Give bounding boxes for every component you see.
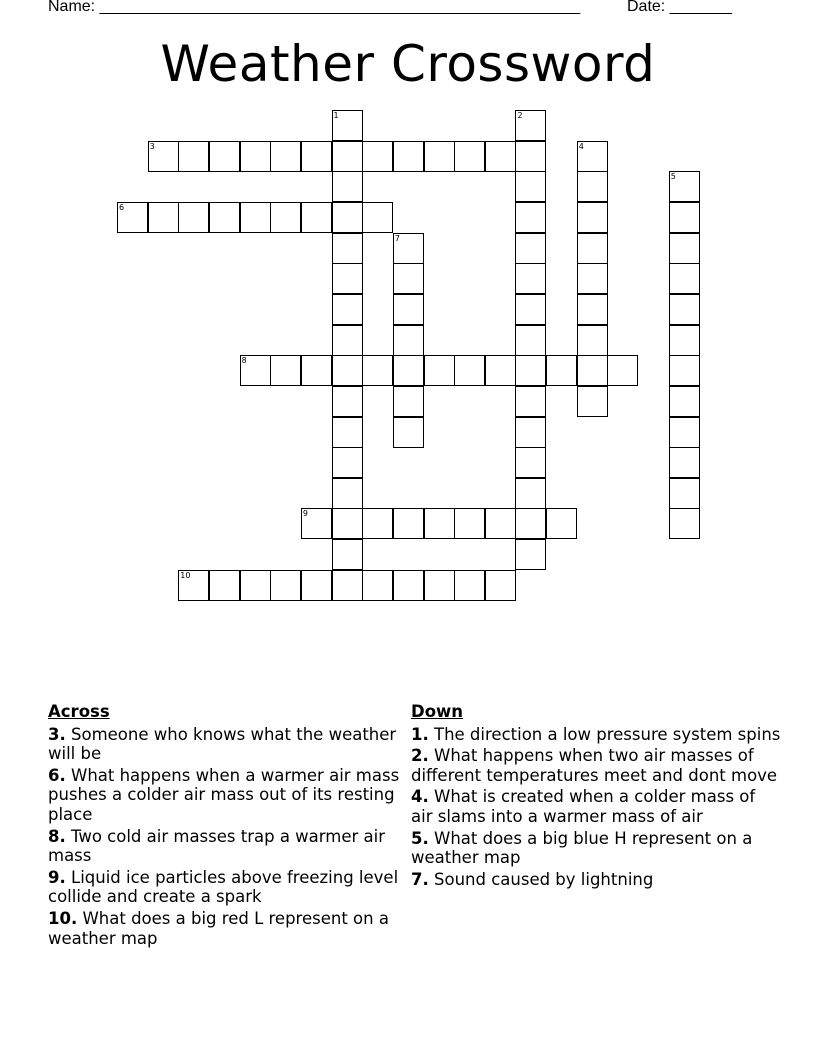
cell-number: 9 xyxy=(302,509,308,519)
grid-cell[interactable] xyxy=(270,355,301,386)
grid-cell[interactable] xyxy=(393,570,424,601)
grid-cell[interactable] xyxy=(393,325,424,356)
grid-cell[interactable] xyxy=(577,233,608,264)
down-clue xyxy=(411,829,781,868)
clue-number: 4. xyxy=(411,787,429,807)
grid-cell[interactable] xyxy=(515,110,546,141)
grid-cell[interactable] xyxy=(515,263,546,294)
grid-cell[interactable] xyxy=(148,202,179,233)
across-clues xyxy=(48,702,408,950)
grid-cell[interactable] xyxy=(332,263,363,294)
grid-cell[interactable] xyxy=(485,570,516,601)
grid-cell[interactable] xyxy=(669,508,700,539)
clue-text: Someone who knows what the weather will be xyxy=(48,724,397,764)
cell-number: 3 xyxy=(149,141,155,151)
grid-cell[interactable] xyxy=(546,355,577,386)
grid-cell[interactable] xyxy=(301,570,332,601)
grid-cell[interactable] xyxy=(393,263,424,294)
clue-text: What happens when two air masses of different temperatures meet and dont move xyxy=(411,746,778,785)
grid-cell[interactable] xyxy=(485,355,516,386)
grid-cell[interactable] xyxy=(393,294,424,325)
clue-text: Liquid ice particles above freezing level collide and create a spark xyxy=(48,867,399,907)
grid-cell[interactable] xyxy=(515,233,546,264)
down-clue xyxy=(411,746,781,785)
grid-cell[interactable] xyxy=(332,417,363,448)
grid-cell[interactable] xyxy=(424,508,455,539)
grid-cell[interactable] xyxy=(270,141,301,172)
clue-text: Sound caused by lightning xyxy=(434,869,654,889)
grid-cell[interactable] xyxy=(332,171,363,202)
clue-number: 10. xyxy=(48,908,78,928)
grid-cell[interactable] xyxy=(515,141,546,172)
clue-text: What happens when a warmer air mass pushes a colder air mass out of its resting place xyxy=(48,765,400,824)
grid-cell[interactable] xyxy=(393,386,424,417)
grid-cell[interactable] xyxy=(332,447,363,478)
cell-number: 4 xyxy=(578,141,584,151)
clue-number: 3. xyxy=(48,724,66,744)
clue-text: The direction a low pressure system spins xyxy=(434,724,781,744)
clue-number: 8. xyxy=(48,826,66,846)
grid-cell[interactable] xyxy=(178,141,209,172)
grid-cell[interactable] xyxy=(577,263,608,294)
grid-cell[interactable] xyxy=(393,141,424,172)
cell-number: 2 xyxy=(517,111,523,120)
grid-cell[interactable] xyxy=(577,294,608,325)
across-clue xyxy=(48,725,408,764)
grid-cell[interactable] xyxy=(577,141,608,172)
grid-cell[interactable] xyxy=(515,355,546,386)
grid-cell[interactable] xyxy=(301,141,332,172)
grid-cell[interactable] xyxy=(209,202,240,233)
grid-cell[interactable] xyxy=(178,570,209,601)
grid-cell[interactable] xyxy=(454,355,485,386)
grid-cell[interactable] xyxy=(362,508,393,539)
grid-cell[interactable] xyxy=(515,508,546,539)
grid-cell[interactable] xyxy=(148,141,179,172)
grid-cell[interactable] xyxy=(209,141,240,172)
grid-cell[interactable] xyxy=(270,202,301,233)
grid-cell[interactable] xyxy=(454,508,485,539)
clue-number: 2. xyxy=(411,746,429,766)
grid-cell[interactable] xyxy=(332,294,363,325)
grid-cell[interactable] xyxy=(393,417,424,448)
grid-cell[interactable] xyxy=(393,508,424,539)
grid-cell[interactable] xyxy=(424,141,455,172)
grid-cell[interactable] xyxy=(178,202,209,233)
grid-cell[interactable] xyxy=(669,447,700,478)
grid-cell[interactable] xyxy=(332,110,363,141)
down-clue xyxy=(411,870,781,890)
grid-cell[interactable] xyxy=(577,202,608,233)
grid-cell[interactable] xyxy=(393,355,424,386)
across-clue xyxy=(48,868,408,907)
grid-cell[interactable] xyxy=(669,233,700,264)
grid-cell[interactable] xyxy=(332,325,363,356)
grid-cell[interactable] xyxy=(270,570,301,601)
grid-cell[interactable] xyxy=(240,355,271,386)
grid-cell[interactable] xyxy=(332,141,363,172)
grid-cell[interactable] xyxy=(332,539,363,570)
grid-cell[interactable] xyxy=(515,171,546,202)
cell-number: 8 xyxy=(241,356,247,366)
grid-cell[interactable] xyxy=(669,417,700,448)
grid-cell[interactable] xyxy=(669,386,700,417)
grid-cell[interactable] xyxy=(362,355,393,386)
cell-number: 6 xyxy=(119,202,125,212)
grid-cell[interactable] xyxy=(546,508,577,539)
grid-cell[interactable] xyxy=(209,570,240,601)
grid-cell[interactable] xyxy=(515,202,546,233)
grid-cell[interactable] xyxy=(332,233,363,264)
grid-cell[interactable] xyxy=(362,570,393,601)
grid-cell[interactable] xyxy=(240,570,271,601)
grid-cell[interactable] xyxy=(669,171,700,202)
grid-cell[interactable] xyxy=(332,202,363,233)
cell-number: 10 xyxy=(180,570,191,580)
grid-cell[interactable] xyxy=(577,325,608,356)
grid-cell[interactable] xyxy=(485,141,516,172)
clue-number: 5. xyxy=(411,828,429,848)
grid-cell[interactable] xyxy=(362,141,393,172)
grid-cell[interactable] xyxy=(454,141,485,172)
grid-cell[interactable] xyxy=(301,355,332,386)
grid-cell[interactable] xyxy=(301,202,332,233)
grid-cell[interactable] xyxy=(515,294,546,325)
across-clue xyxy=(48,827,408,866)
grid-cell[interactable] xyxy=(240,202,271,233)
clue-text: What does a big red L represent on a weather map xyxy=(48,908,389,948)
grid-cell[interactable] xyxy=(577,355,608,386)
cell-number: 7 xyxy=(394,233,400,243)
grid-cell[interactable] xyxy=(362,202,393,233)
across-clue xyxy=(48,766,408,825)
grid-cell[interactable] xyxy=(515,325,546,356)
grid-cell[interactable] xyxy=(240,141,271,172)
clue-number: 6. xyxy=(48,765,66,785)
grid-cell[interactable] xyxy=(669,478,700,509)
down-clues xyxy=(411,702,781,891)
grid-cell[interactable] xyxy=(332,508,363,539)
clue-text: What does a big blue H represent on a weather map xyxy=(411,828,753,868)
grid-cell[interactable] xyxy=(669,325,700,356)
down-clue xyxy=(411,725,781,745)
grid-cell[interactable] xyxy=(301,508,332,539)
grid-cell[interactable] xyxy=(332,570,363,601)
grid-cell[interactable] xyxy=(669,294,700,325)
grid-cell[interactable] xyxy=(607,355,638,386)
across-heading: Across xyxy=(48,702,110,721)
clue-text: What is created when a colder mass of air slams into a warmer mass of air xyxy=(411,787,756,826)
down-heading: Down xyxy=(411,702,464,721)
grid-cell[interactable] xyxy=(454,570,485,601)
clue-number: 7. xyxy=(411,869,429,889)
clue-number: 9. xyxy=(48,867,66,887)
grid-cell[interactable] xyxy=(515,539,546,570)
grid-cell[interactable] xyxy=(577,386,608,417)
cell-number: 1 xyxy=(333,111,339,120)
grid-cell[interactable] xyxy=(393,233,424,264)
grid-cell[interactable] xyxy=(515,417,546,448)
grid-cell[interactable] xyxy=(424,355,455,386)
grid-cell[interactable] xyxy=(515,478,546,509)
name-field[interactable]: Name: ______________________________________________________ xyxy=(48,0,581,15)
grid-cell[interactable] xyxy=(485,508,516,539)
down-clue xyxy=(411,787,781,826)
grid-cell[interactable] xyxy=(577,171,608,202)
grid-cell[interactable] xyxy=(515,447,546,478)
clue-text: Two cold air masses trap a warmer air mass xyxy=(48,826,386,866)
grid-cell[interactable] xyxy=(669,202,700,233)
date-field[interactable]: Date: _______ xyxy=(627,0,732,15)
across-clue xyxy=(48,909,408,948)
cell-number: 5 xyxy=(670,172,676,182)
grid-cell[interactable] xyxy=(669,355,700,386)
clue-number: 1. xyxy=(411,724,429,744)
grid-cell[interactable] xyxy=(117,202,148,233)
grid-cell[interactable] xyxy=(332,478,363,509)
grid-cell[interactable] xyxy=(332,386,363,417)
grid-cell[interactable] xyxy=(669,263,700,294)
page-title: Weather Crossword xyxy=(160,35,656,93)
grid-cell[interactable] xyxy=(332,355,363,386)
grid-cell[interactable] xyxy=(515,386,546,417)
grid-cell[interactable] xyxy=(424,570,455,601)
